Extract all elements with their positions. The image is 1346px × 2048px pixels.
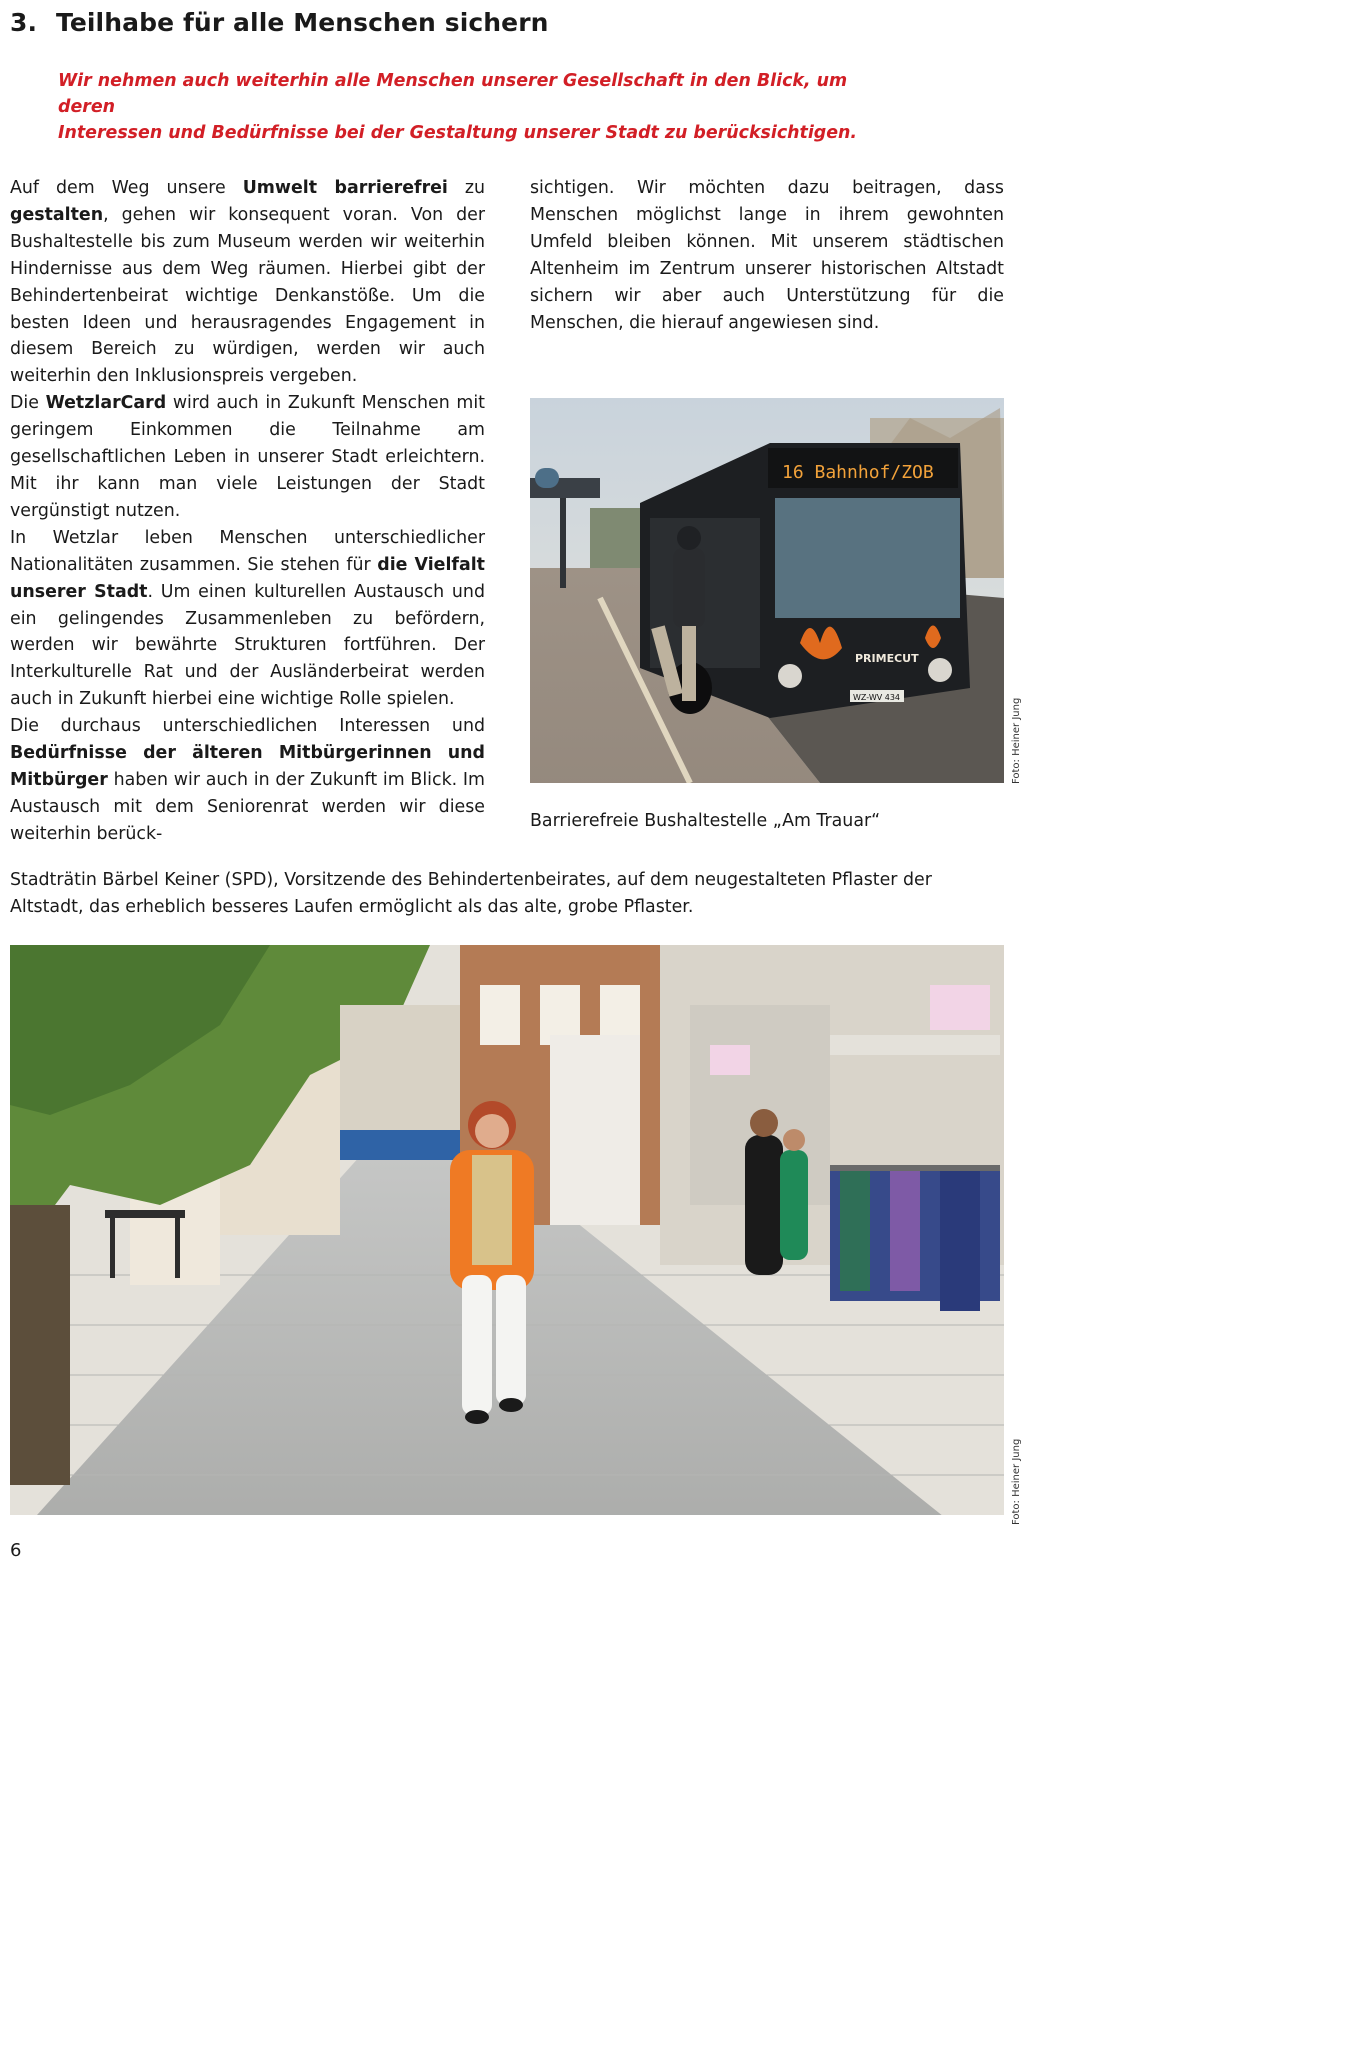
text-run: , gehen wir konsequent voran. Von der Bushaltestelle bis zum Museum werden wir weiterhin Hindernisse aus dem Weg räumen. Hierbei gibt der Behindertenbeirat wichtige Denkanstöße. Um die besten Ideen und herausragendes Engagement in diesem Bereich zu würdigen, werden wir auch weiterhin den Inklusionspreis vergeben. <box>10 204 485 387</box>
bold-text: gestalten <box>10 204 104 225</box>
bus-destination-sign: 16 Bahnhof/ZOB <box>782 462 934 483</box>
street-photo-caption: Stadträtin Bärbel Keiner (SPD), Vorsitzende des Behindertenbeirates, auf dem neugestalteten Pflaster der Altstadt, das erheblich besseres Laufen ermöglicht als das alte, grobe Pflaster. <box>10 870 932 917</box>
text-run: zu <box>447 178 485 198</box>
photo-credit-bus: Foto: Heiner Jung <box>1011 697 1022 784</box>
bus-photo-caption: Barrierefreie Bushaltestelle „Am Trauar“ <box>530 811 881 831</box>
text-column-right <box>530 175 1004 336</box>
section-heading <box>10 8 549 37</box>
paragraph-continuation: sichtigen. Wir möchten dazu beitragen, dass Menschen möglichst lange in ihrem gewohnten Umfeld bleiben können. Mit unserem städtischen Altenheim im Zentrum unserer historischen Altstadt sichern wir aber auch Unterstützung für die Menschen, die hierauf angewiesen sind. <box>530 178 1004 333</box>
old-town-street-photo <box>10 945 1004 1515</box>
section-number: 3. <box>10 8 38 37</box>
lead-paragraph <box>58 68 878 146</box>
bus-stop-photo <box>530 398 1004 783</box>
text-run: Die <box>10 393 46 414</box>
text-run: Die durchaus unterschiedlichen Interessen und <box>10 716 485 737</box>
text-run: haben wir auch in der Zukunft im Blick. Im Austausch mit dem Seniorenrat werden wir diese weiterhin berück- <box>10 769 485 844</box>
text-run: . Um einen kulturellen Austausch und ein gelingendes Zusammenleben zu befördern, werden wir bewährte Strukturen fortführen. Der Interkulturelle Rat und der Ausländerbeirat werden auch in Zukunft hierbei eine wichtige Rolle spielen. <box>10 581 485 710</box>
page-number: 6 <box>10 1540 22 1561</box>
lead-line-2: Interessen und Bedürfnisse bei der Gestaltung unserer Stadt zu berücksichtigen. <box>58 123 858 143</box>
paragraph-wetzlarcard <box>10 390 485 525</box>
section-title: Teilhabe für alle Menschen sichern <box>56 8 549 37</box>
bus-license-plate: WZ-WV 434 <box>853 693 901 702</box>
bold-text: die Vielfalt unserer Stadt <box>10 554 485 602</box>
lead-line-1: Wir nehmen auch weiterhin alle Menschen unserer Gesellschaft in den Blick, um deren <box>58 71 848 117</box>
photo-credit-street: Foto: Heiner Jung <box>1011 1438 1022 1525</box>
text-run: In Wetzlar leben Menschen unterschiedlicher Nationalitäten zusammen. Sie stehen für <box>10 527 485 575</box>
text-run: wird auch in Zukunft Menschen mit geringem Einkommen die Teilnahme am gesellschaftlichen Leben in unserer Stadt erleichtern. Mit ihr kann man viele Leistungen der Stadt vergünstigt nutzen. <box>10 393 485 521</box>
bus-brand-label: PRIMECUT <box>855 652 919 665</box>
text-run: Auf dem Weg unsere <box>10 178 243 198</box>
bold-text: WetzlarCard <box>45 393 167 414</box>
paragraph-diversity <box>10 525 485 713</box>
bold-text: Umwelt barrierefrei <box>242 178 448 198</box>
paragraph-accessibility <box>10 175 485 390</box>
bold-text: Bedürfnisse der älteren Mitbürgerinnen und Mitbürger <box>10 743 485 790</box>
text-column-left <box>10 175 485 848</box>
paragraph-seniors <box>10 713 485 848</box>
